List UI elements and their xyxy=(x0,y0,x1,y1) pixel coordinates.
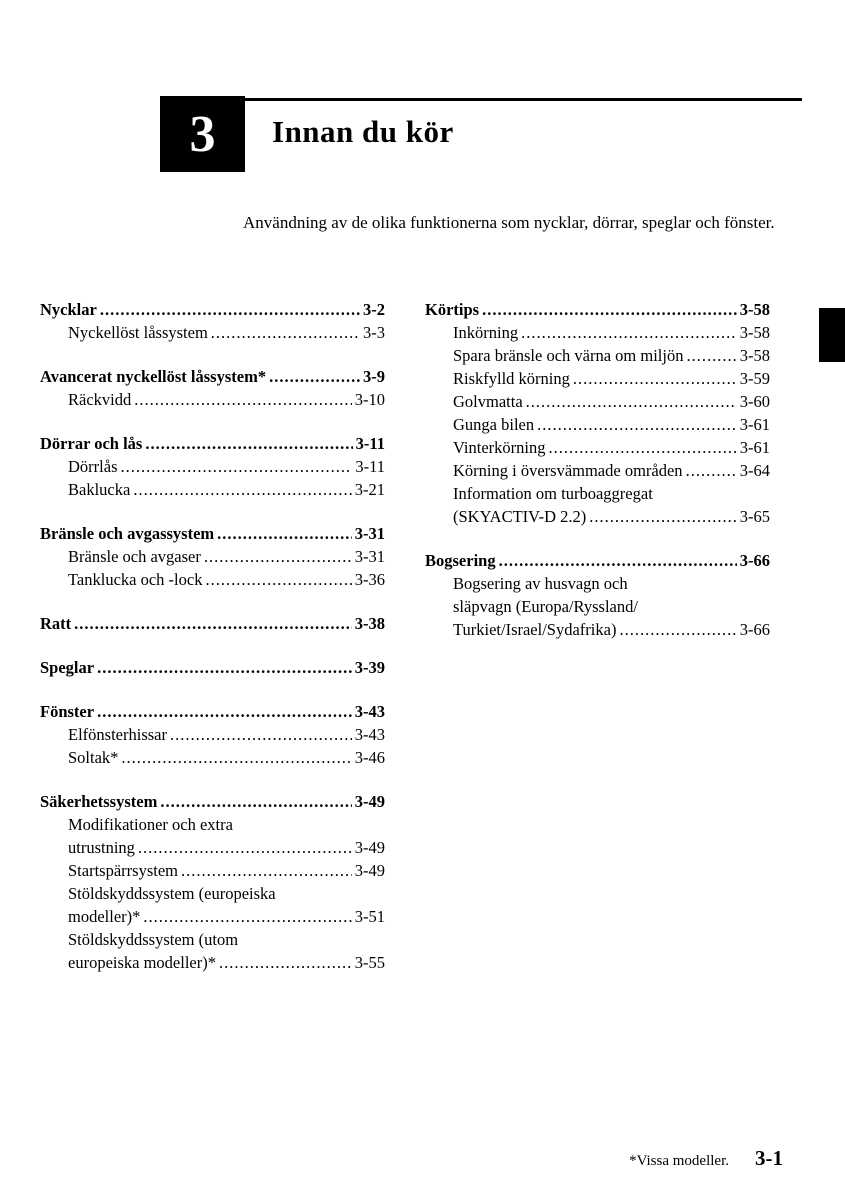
toc-entry-line xyxy=(425,436,770,459)
toc-page-number: 3-10 xyxy=(354,390,385,409)
toc-label: (SKYACTIV-D 2.2) xyxy=(453,507,587,526)
toc-entry xyxy=(425,459,770,482)
toc-right-column xyxy=(425,298,770,995)
toc-entry-line xyxy=(40,859,385,882)
toc-label: Dörrlås xyxy=(68,457,118,476)
toc-section xyxy=(40,522,385,591)
toc-label: Avancerat nyckellöst låssystem* xyxy=(40,367,267,386)
dot-leader xyxy=(74,612,352,635)
dot-leader xyxy=(181,859,352,882)
toc-left-column xyxy=(40,298,385,995)
toc-label: Fönster xyxy=(40,702,95,721)
toc-label: Soltak* xyxy=(68,748,119,767)
toc-entry xyxy=(40,321,385,344)
toc-page-number: 3-36 xyxy=(354,570,385,589)
toc-entry-line xyxy=(40,388,385,411)
toc-label: Säkerhetssystem xyxy=(40,792,158,811)
toc-section xyxy=(40,790,385,974)
toc-label: Bränsle och avgaser xyxy=(68,547,201,566)
toc-entry xyxy=(425,344,770,367)
dot-leader xyxy=(100,298,360,321)
page-footer xyxy=(629,1146,783,1171)
toc-label: Gunga bilen xyxy=(453,415,535,434)
toc-entry-line xyxy=(425,344,770,367)
dot-leader xyxy=(573,367,737,390)
toc-label: Startspärrsystem xyxy=(68,861,178,880)
toc-page-number: 3-58 xyxy=(739,346,770,365)
toc-entry xyxy=(425,572,770,641)
toc-section-title xyxy=(40,432,385,455)
toc-page-number: 3-49 xyxy=(354,838,385,857)
toc-entry-line xyxy=(425,321,770,344)
toc-section-title xyxy=(40,612,385,635)
dot-leader xyxy=(217,522,352,545)
dot-leader xyxy=(134,388,352,411)
toc-entry-line: Information om turboaggregat xyxy=(453,484,653,503)
toc-label: Inkörning xyxy=(453,323,519,342)
toc-page-number: 3-58 xyxy=(739,323,770,342)
toc-label: Räckvidd xyxy=(68,390,132,409)
toc-label: Turkiet/Israel/Sydafrika) xyxy=(453,620,617,639)
toc-entry-line xyxy=(425,618,770,641)
toc-section xyxy=(40,298,385,344)
dot-leader xyxy=(549,436,737,459)
dot-leader xyxy=(97,656,352,679)
toc-entry xyxy=(425,436,770,459)
toc-label: Ratt xyxy=(40,614,72,633)
toc-entry-line xyxy=(40,478,385,501)
header-rule xyxy=(245,98,802,101)
chapter-title: Innan du kör xyxy=(272,114,454,149)
toc-label: Nycklar xyxy=(40,300,97,319)
toc-entry-line xyxy=(425,367,770,390)
toc-label: Spara bränsle och värna om miljön xyxy=(453,346,684,365)
toc-section-title xyxy=(40,365,385,388)
toc-label: utrustning xyxy=(68,838,135,857)
toc-entry xyxy=(40,746,385,769)
toc-page-number: 3-3 xyxy=(363,323,385,342)
page-number: 3-1 xyxy=(755,1146,783,1170)
toc-section xyxy=(425,549,770,641)
toc-label: Speglar xyxy=(40,658,95,677)
toc-label: modeller)* xyxy=(68,907,141,926)
toc-entry xyxy=(40,882,385,928)
toc-section xyxy=(40,365,385,411)
toc-page-number: 3-39 xyxy=(354,658,385,677)
dot-leader xyxy=(686,344,736,367)
toc-page-number: 3-43 xyxy=(354,702,385,721)
toc-page-number: 3-65 xyxy=(739,507,770,526)
toc-entry-line xyxy=(40,905,385,928)
toc-section-title xyxy=(425,549,770,572)
toc-page-number: 3-2 xyxy=(363,300,385,319)
toc-label: Bränsle och avgassystem xyxy=(40,524,215,543)
toc-entry-line xyxy=(40,746,385,769)
toc-entry-line: Bogsering av husvagn och xyxy=(453,574,628,593)
dot-leader xyxy=(619,618,736,641)
toc-page-number: 3-11 xyxy=(355,434,385,453)
toc-page-number: 3-31 xyxy=(354,547,385,566)
dot-leader xyxy=(205,568,351,591)
toc-entry xyxy=(40,455,385,478)
toc-section xyxy=(425,298,770,528)
toc-label: Golvmatta xyxy=(453,392,523,411)
footnote: *Vissa modeller. xyxy=(629,1153,729,1169)
toc-entry-line xyxy=(425,413,770,436)
toc-section xyxy=(40,432,385,501)
toc-entry-line: Stöldskyddssystem (utom xyxy=(68,930,239,949)
toc-page-number: 3-21 xyxy=(354,480,385,499)
toc-label: Riskfylld körning xyxy=(453,369,570,388)
toc-label: Vinterkörning xyxy=(453,438,546,457)
toc-entry xyxy=(425,321,770,344)
chapter-intro: Användning av de olika funktionerna som nycklar, dörrar, speglar och fönster. xyxy=(243,213,775,232)
toc-label: Körning i översvämmade områden xyxy=(453,461,683,480)
toc-page-number: 3-66 xyxy=(739,551,770,570)
dot-leader xyxy=(121,746,351,769)
toc-page-number: 3-38 xyxy=(354,614,385,633)
toc-page-number: 3-55 xyxy=(354,953,385,972)
toc-entry-line xyxy=(40,321,385,344)
toc-page-number: 3-61 xyxy=(739,415,770,434)
toc-page-number: 3-9 xyxy=(363,367,385,386)
chapter-number: 3 xyxy=(189,105,216,163)
toc-page-number: 3-59 xyxy=(739,369,770,388)
toc-entry-line xyxy=(40,545,385,568)
dot-leader xyxy=(219,951,352,974)
toc-page-number: 3-43 xyxy=(354,725,385,744)
toc-entry-line xyxy=(40,455,385,478)
toc-entry-line: Stöldskyddssystem (europeiska xyxy=(68,884,276,903)
toc-entry-line xyxy=(425,390,770,413)
dot-leader xyxy=(526,390,737,413)
toc-page-number: 3-60 xyxy=(739,392,770,411)
toc-entry-line: Modifikationer och extra xyxy=(68,815,233,834)
toc-page-number: 3-61 xyxy=(739,438,770,457)
toc-section-title xyxy=(40,790,385,813)
toc-entry-line xyxy=(425,459,770,482)
toc-section xyxy=(40,656,385,679)
toc-section-title xyxy=(40,656,385,679)
toc-label: Körtips xyxy=(425,300,480,319)
toc-page-number: 3-51 xyxy=(354,907,385,926)
dot-leader xyxy=(160,790,351,813)
toc-page-number: 3-58 xyxy=(739,300,770,319)
table-of-contents xyxy=(40,298,770,995)
dot-leader xyxy=(97,700,352,723)
toc-page-number: 3-64 xyxy=(739,461,770,480)
dot-leader xyxy=(482,298,737,321)
dot-leader xyxy=(499,549,737,572)
toc-entry-line xyxy=(40,723,385,746)
toc-entry xyxy=(425,367,770,390)
toc-page-number: 3-66 xyxy=(739,620,770,639)
dot-leader xyxy=(145,432,352,455)
dot-leader xyxy=(133,478,351,501)
dot-leader xyxy=(138,836,352,859)
dot-leader xyxy=(143,905,351,928)
toc-section-title xyxy=(425,298,770,321)
toc-section-title xyxy=(40,522,385,545)
toc-page-number: 3-46 xyxy=(354,748,385,767)
dot-leader xyxy=(170,723,352,746)
toc-label: Elfönsterhissar xyxy=(68,725,167,744)
dot-leader xyxy=(686,459,737,482)
toc-entry xyxy=(425,390,770,413)
toc-label: europeiska modeller)* xyxy=(68,953,216,972)
chapter-number-box xyxy=(160,96,245,172)
toc-entry-line xyxy=(40,836,385,859)
toc-entry xyxy=(40,859,385,882)
toc-entry xyxy=(40,388,385,411)
toc-entry xyxy=(425,413,770,436)
toc-entry-line: släpvagn (Europa/Ryssland/ xyxy=(453,597,638,616)
toc-entry-line xyxy=(40,951,385,974)
dot-leader xyxy=(120,455,352,478)
dot-leader xyxy=(269,365,360,388)
dot-leader xyxy=(537,413,737,436)
toc-label: Dörrar och lås xyxy=(40,434,143,453)
toc-entry-line xyxy=(40,568,385,591)
toc-entry xyxy=(40,545,385,568)
chapter-side-tab xyxy=(819,308,845,362)
toc-section xyxy=(40,700,385,769)
toc-entry xyxy=(40,568,385,591)
toc-label: Baklucka xyxy=(68,480,131,499)
toc-entry xyxy=(40,813,385,859)
dot-leader xyxy=(204,545,352,568)
dot-leader xyxy=(521,321,737,344)
toc-entry xyxy=(40,723,385,746)
toc-section-title xyxy=(40,700,385,723)
toc-entry xyxy=(40,928,385,974)
toc-entry xyxy=(425,482,770,528)
toc-section xyxy=(40,612,385,635)
toc-page-number: 3-49 xyxy=(354,861,385,880)
toc-page-number: 3-49 xyxy=(354,792,385,811)
toc-section-title xyxy=(40,298,385,321)
toc-entry-line xyxy=(425,505,770,528)
dot-leader xyxy=(211,321,360,344)
toc-page-number: 3-31 xyxy=(354,524,385,543)
toc-page-number: 3-11 xyxy=(355,457,385,476)
toc-entry xyxy=(40,478,385,501)
toc-label: Bogsering xyxy=(425,551,496,570)
toc-label: Tanklucka och -lock xyxy=(68,570,203,589)
toc-label: Nyckellöst låssystem xyxy=(68,323,208,342)
dot-leader xyxy=(589,505,737,528)
